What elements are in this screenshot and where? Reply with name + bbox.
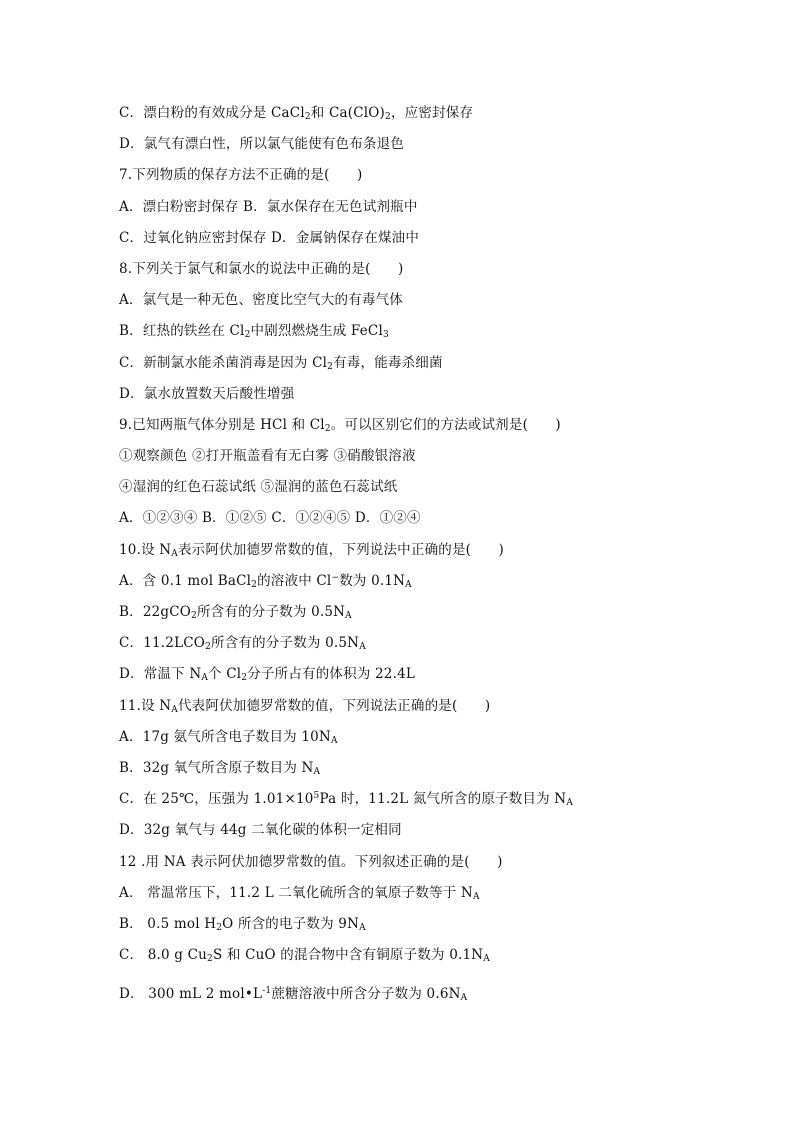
- subscript: A: [345, 611, 352, 621]
- text-segment: C．新制氯水能杀菌消毒是因为 Cl: [119, 355, 328, 371]
- text-segment: C．过氧化钠应密封保存 D．金属钠保存在煤油中: [119, 230, 420, 246]
- text-line-6: [119, 260, 404, 278]
- text-segment: 和 Ca(ClO): [310, 105, 386, 121]
- subscript: 2: [205, 642, 211, 652]
- text-segment: 蔗糖溶液中所含分子数为 0.6N: [271, 986, 461, 1002]
- text-segment: 所含有的分子数为 0.5N: [196, 604, 346, 620]
- text-segment: A．17g 氨气所含电子数目为 10N: [119, 729, 331, 745]
- text-segment: 个 Cl: [208, 666, 242, 682]
- subscript: 2: [327, 362, 334, 372]
- text-line-7: [119, 291, 403, 309]
- text-line-16: [119, 572, 412, 590]
- subscript: 3: [382, 330, 389, 340]
- text-segment: 数为 0.1N: [339, 573, 406, 589]
- superscript: 5: [313, 791, 320, 801]
- text-segment: D．氯水放置数天后酸性增强: [119, 386, 295, 402]
- text-segment: A．漂白粉密封保存 B．氯水保存在无色试剂瓶中: [119, 199, 418, 215]
- subscript: A: [359, 642, 366, 652]
- text-segment: A． 常温常压下，11.2 L 二氧化硫所含的氧原子数等于 N: [119, 885, 473, 901]
- text-segment: B．22gCO: [119, 604, 192, 620]
- text-segment: 11.设 N: [119, 698, 172, 714]
- text-line-19: [119, 665, 415, 683]
- subscript: 2: [191, 611, 197, 621]
- text-segment: 分子所占有的体积为 22.4L: [247, 666, 416, 682]
- text-line-14: [119, 509, 421, 527]
- subscript: 2: [251, 580, 258, 590]
- text-segment: 10.设 N: [119, 542, 172, 558]
- subscript: 2: [241, 673, 248, 683]
- text-segment: C．漂白粉的有效成分是 CaCl: [119, 105, 305, 121]
- subscript: A: [201, 673, 209, 683]
- text-line-24: [119, 821, 402, 839]
- text-line-1: [119, 104, 473, 122]
- text-line-26: [119, 884, 480, 902]
- text-line-17: [119, 603, 352, 621]
- subscript: A: [313, 767, 321, 777]
- subscript: A: [171, 549, 178, 559]
- text-segment: 9.已知两瓶气体分别是 HCl 和 Cl: [119, 417, 325, 433]
- text-segment: C．11.2LCO: [119, 635, 206, 651]
- text-line-15: [119, 541, 504, 559]
- subscript: 2: [207, 954, 213, 964]
- text-segment: 8.下列关于氯气和氯水的说法中正确的是( ): [119, 261, 404, 277]
- text-segment: 。可以区别它们的方法或试剂是( ): [330, 417, 561, 433]
- text-segment: 有毒，能毒杀细菌: [333, 355, 443, 371]
- text-segment: ④湿润的红色石蕊试纸 ⑤湿润的蓝色石蕊试纸: [119, 479, 398, 495]
- subscript: 2: [324, 424, 331, 434]
- text-segment: 代表阿伏加德罗常数的值，下列说法正确的是( ): [177, 698, 491, 714]
- text-line-13: [119, 478, 398, 496]
- text-segment: ①观察颜色 ②打开瓶盖看有无白雾 ③硝酸银溶液: [119, 448, 416, 464]
- subscript: A: [330, 736, 338, 746]
- text-line-25: [119, 853, 503, 871]
- text-line-28: [119, 946, 490, 964]
- text-segment: D．常温下 N: [119, 666, 202, 682]
- text-line-23: [119, 790, 573, 808]
- text-segment: S 和 CuO 的混合物中含有铜原子数为 0.1N: [212, 947, 484, 963]
- text-line-10: [119, 385, 294, 403]
- text-segment: 的溶液中 Cl: [257, 573, 332, 589]
- text-segment: B．红热的铁丝在 Cl: [119, 323, 245, 339]
- text-line-18: [119, 634, 366, 652]
- superscript: −: [331, 573, 340, 583]
- text-segment: 中剧烈燃烧生成 FeCl: [250, 323, 383, 339]
- text-segment: C．在 25℃，压强为 1.01×10: [119, 791, 314, 807]
- subscript: A: [359, 923, 366, 933]
- text-segment: O 所含的电子数为 9N: [222, 916, 360, 932]
- text-line-3: [119, 166, 362, 184]
- text-segment: A．含 0.1 mol BaCl: [119, 573, 252, 589]
- subscript: A: [483, 954, 490, 964]
- text-segment: 12 .用 NA 表示阿伏加德罗常数的值。下列叙述正确的是( ): [119, 854, 503, 870]
- text-segment: Pa 时，11.2L 氮气所含的原子数目为 N: [319, 791, 567, 807]
- text-segment: A．①②③④ B．①②⑤ C．①②④⑤ D．①②④: [119, 510, 421, 526]
- text-segment: D．32g 氧气与 44g 二氧化碳的体积一定相同: [119, 822, 402, 838]
- text-segment: B．32g 氧气所含原子数目为 N: [119, 760, 314, 776]
- text-line-27: [119, 915, 366, 933]
- text-segment: ，应密封保存: [390, 105, 474, 121]
- text-segment: 7.下列物质的保存方法不正确的是( ): [119, 167, 363, 183]
- text-line-8: [119, 322, 389, 340]
- text-segment: 表示阿伏加德罗常数的值，下列说法中正确的是( ): [177, 542, 505, 558]
- text-line-29: [119, 985, 467, 1003]
- text-segment: D． 300 mL 2 mol•L: [119, 986, 263, 1002]
- subscript: A: [566, 798, 574, 808]
- text-line-12: [119, 447, 416, 465]
- superscript: -1: [262, 986, 272, 996]
- text-line-21: [119, 728, 338, 746]
- text-line-20: [119, 697, 490, 715]
- text-segment: D．氯气有漂白性，所以氯气能使有色布条退色: [119, 136, 405, 152]
- text-line-22: [119, 759, 320, 777]
- subscript: A: [171, 705, 178, 715]
- text-line-9: [119, 354, 443, 372]
- subscript: A: [472, 892, 480, 902]
- text-segment: B． 0.5 mol H: [119, 916, 217, 932]
- text-line-2: [119, 135, 404, 153]
- text-line-5: [119, 229, 419, 247]
- text-segment: A．氯气是一种无色、密度比空气大的有毒气体: [119, 292, 403, 308]
- text-segment: C． 8.0 g Cu: [119, 947, 208, 963]
- subscript: 2: [244, 330, 251, 340]
- subscript: A: [405, 580, 412, 590]
- text-line-4: [119, 198, 418, 216]
- subscript: 2: [385, 112, 391, 122]
- subscript: 2: [304, 112, 311, 122]
- text-line-11: [119, 416, 561, 434]
- text-segment: 所含有的分子数为 0.5N: [211, 635, 360, 651]
- subscript: A: [460, 993, 468, 1003]
- subscript: 2: [216, 923, 223, 933]
